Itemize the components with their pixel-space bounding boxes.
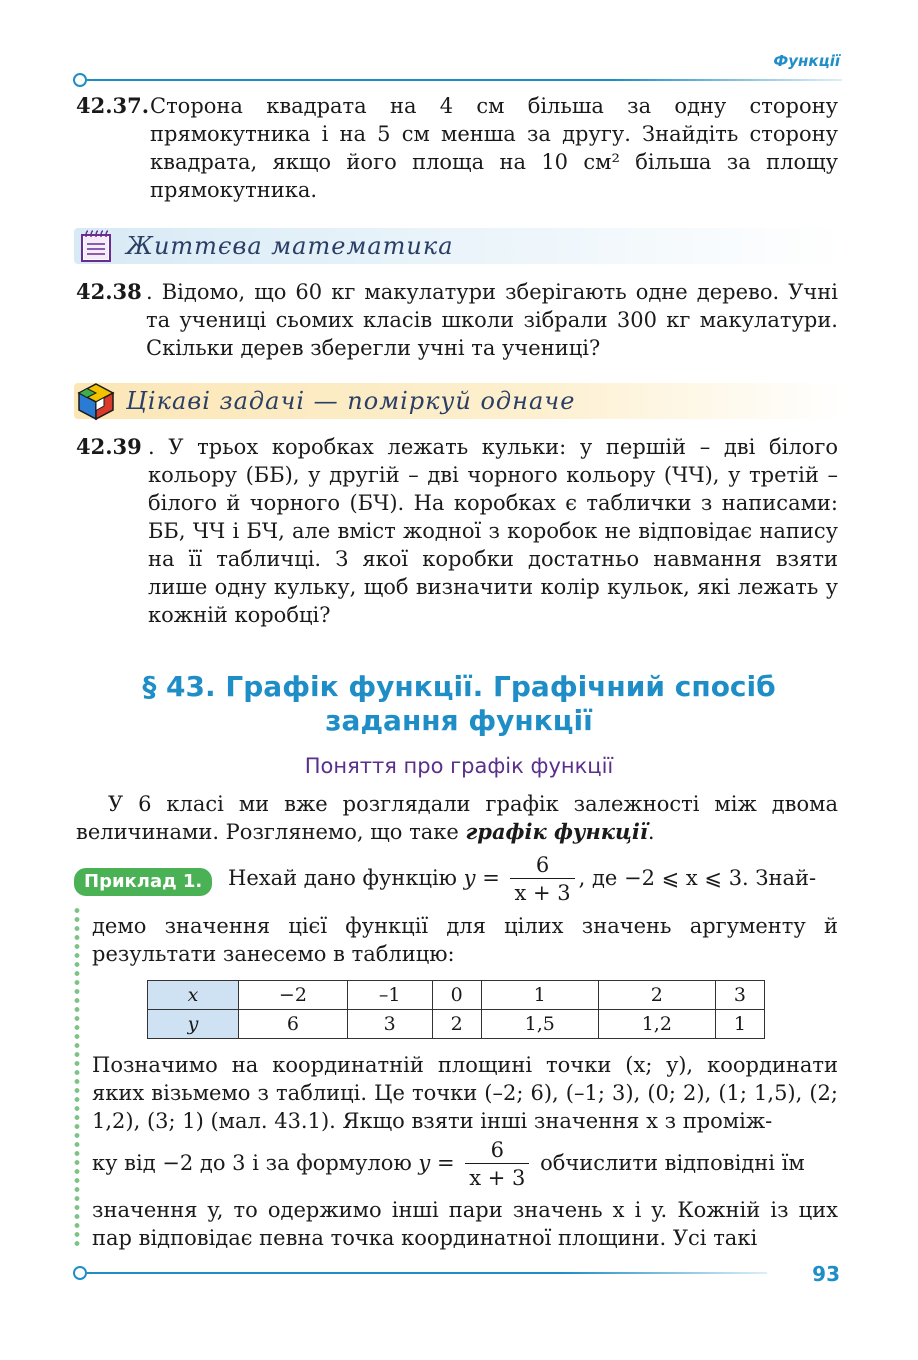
- example-badge: Приклад 1.: [74, 868, 212, 896]
- example-eq: =: [475, 866, 507, 890]
- table-row-x: [148, 981, 765, 1010]
- intro-text: У 6 класі ми вже розглядали графік залежності між двома величинами. Розглянемо, що таке: [76, 792, 838, 844]
- problem-number: 42.37.: [76, 93, 150, 118]
- intro-paragraph: [76, 790, 838, 846]
- notepad-icon: [78, 228, 114, 264]
- header-rule: [87, 79, 842, 81]
- problem-text: . Відомо, що 60 кг макулатури зберігають одне дерево. Учні та учениці сьомих класів школи зібрали 300 кг макулатури. Скільки дерев зберегли учні та учениці?: [146, 280, 838, 360]
- table-cell: –1: [347, 981, 432, 1010]
- example-continuation: демо значення цієї функції для цілих значень аргументу й результати занесемо в таблицю:: [92, 914, 838, 966]
- table-header-y: y: [148, 1010, 239, 1039]
- table-cell: 0: [432, 981, 481, 1010]
- problem-number: 42.38: [76, 279, 142, 304]
- example-first-line: [228, 852, 840, 907]
- table-header-x: x: [148, 981, 239, 1010]
- section-title-line2: задання функції: [325, 704, 593, 737]
- header-rule-circle: [73, 73, 87, 87]
- table-cell: 1,5: [481, 1010, 598, 1039]
- section-title: [0, 670, 918, 738]
- problem-42-38: [76, 278, 838, 362]
- table-cell: 2: [598, 981, 715, 1010]
- fraction-denominator: x + 3: [510, 878, 574, 907]
- table-cell: −2: [239, 981, 348, 1010]
- after-text-b: обчислити відповідні їм: [533, 1151, 805, 1175]
- fun-problems-title: Цікаві задачі — поміркуй одначе: [126, 387, 576, 415]
- problem-42-39: [76, 433, 838, 629]
- intro-emphasis: графік функції: [465, 819, 648, 844]
- values-table: [147, 980, 765, 1039]
- example-condition: , де −2 ⩽ x ⩽ 3. Знай-: [578, 866, 817, 890]
- table-cell: 3: [715, 981, 764, 1010]
- fraction-denominator: x + 3: [465, 1163, 529, 1192]
- page-number: 93: [812, 1262, 840, 1286]
- problem-text: . У трьох коробках лежать кульки: у першій – дві білого кольору (ББ), у другій – дві чорного кольору (ЧЧ), у третій – білого й чорного (БЧ). На коробках є таблички з написами: ББ, ЧЧ і БЧ, але вміст жодної з коробок не відповідає напису на її табличці. З якої коробки достатньо навмання взяти лише одну кульку, щоб визначити колір кульок, які лежать у кожній коробці?: [148, 435, 838, 627]
- after-paragraph-3: значення y, то одержимо інші пари значень x і y. Кожній із цих пар відповідає певна точка координатної площини. Усі такі: [92, 1198, 838, 1250]
- life-math-title: Життєва математика: [126, 232, 454, 260]
- fraction-numerator: 6: [535, 853, 550, 877]
- after-formula-line: [92, 1137, 838, 1192]
- after-y: y: [418, 1151, 431, 1175]
- table-cell: 1,2: [598, 1010, 715, 1039]
- life-math-band: [74, 228, 844, 264]
- table-cell: 1: [715, 1010, 764, 1039]
- fraction-numerator: 6: [490, 1138, 505, 1162]
- problem-text: Сторона квадрата на 4 см більша за одну сторону прямокутника і на 5 см менша за другу. Знайдіть сторону квадрата, якщо його площа на 10 см² більша за площу прямокутника.: [150, 94, 838, 202]
- section-subtitle: Поняття про графік функції: [304, 754, 614, 778]
- running-header: Функції: [773, 52, 840, 70]
- example-y: y: [463, 866, 476, 890]
- example-lead: Нехай дано функцію: [228, 866, 464, 890]
- fun-problems-band: [74, 383, 844, 419]
- table-cell: 3: [347, 1010, 432, 1039]
- after-text-a: ку від −2 до 3 і за формулою: [92, 1151, 419, 1175]
- table-cell: 1: [481, 981, 598, 1010]
- problem-number: 42.39: [76, 434, 142, 459]
- after-fraction: [465, 1137, 529, 1192]
- table-cell: 6: [239, 1010, 348, 1039]
- footer-rule: [87, 1272, 767, 1274]
- table-cell: 2: [432, 1010, 481, 1039]
- after-eq: =: [430, 1151, 462, 1175]
- cube-icon: [76, 381, 116, 421]
- after-paragraph-1: Позначимо на координатній площині точки (x; y), координати яких візьмемо з таблиці. Це точки (–2; 6), (–1; 3), (0; 2), (1; 1,5), (2; 1,2), (3; 1) (мал. 43.1). Якщо взяти інші значення x з проміж-: [92, 1053, 838, 1133]
- example-fraction: [510, 852, 574, 907]
- section-title-line1: § 43. Графік функції. Графічний спосіб: [142, 670, 776, 703]
- intro-end: .: [647, 820, 655, 844]
- table-row-y: [148, 1010, 765, 1039]
- example-dotted-margin: [74, 906, 80, 1246]
- problem-42-37: [76, 92, 838, 204]
- footer-rule-circle: [73, 1266, 87, 1280]
